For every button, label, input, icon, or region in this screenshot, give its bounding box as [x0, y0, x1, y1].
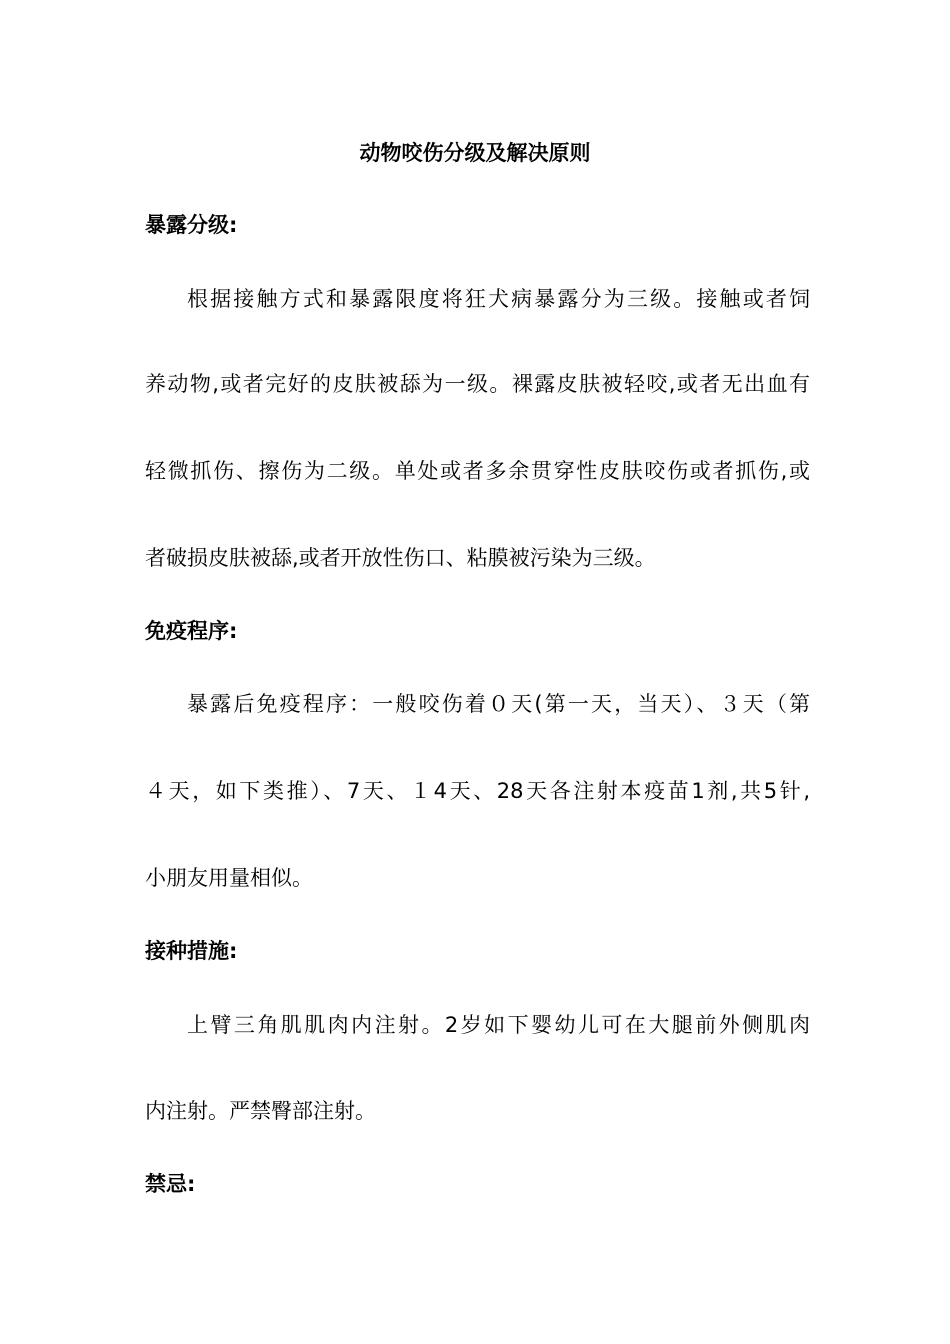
document-title: 动物咬伤分级及解决原则	[359, 141, 591, 165]
paragraph-line: 养动物,或者完好的皮肤被舔为一级。裸露皮肤被轻咬,或者无出血有	[145, 372, 810, 396]
paragraph-line: 内注射。严禁臀部注射。	[145, 1099, 376, 1123]
section-heading-injection-method: 接种措施:	[145, 939, 238, 963]
section-heading-immunization-schedule: 免疫程序:	[145, 619, 238, 643]
section-heading-contraindications: 禁忌:	[145, 1172, 196, 1196]
section-heading-exposure-grading: 暴露分级:	[145, 213, 238, 237]
paragraph-line: 轻微抓伤、擦伤为二级。单处或者多余贯穿性皮肤咬伤或者抓伤,或	[145, 459, 810, 483]
paragraph-line: 上臂三角肌肌肉内注射。2岁如下婴幼儿可在大腿前外侧肌肉	[187, 1013, 810, 1037]
paragraph-line: 暴露后免疫程序：一般咬伤着０天(第一天，当天）、３天（第	[187, 692, 810, 716]
paragraph-line: 根据接触方式和暴露限度将狂犬病暴露分为三级。接触或者饲	[187, 287, 810, 311]
paragraph-line: 小朋友用量相似。	[145, 866, 313, 890]
paragraph-line: ４天，如下类推）、7天、１4天、28天各注射本疫苗1剂,共5针,	[145, 779, 810, 803]
paragraph-line: 者破损皮肤被舔,或者开放性伤口、粘膜被污染为三级。	[145, 546, 656, 570]
